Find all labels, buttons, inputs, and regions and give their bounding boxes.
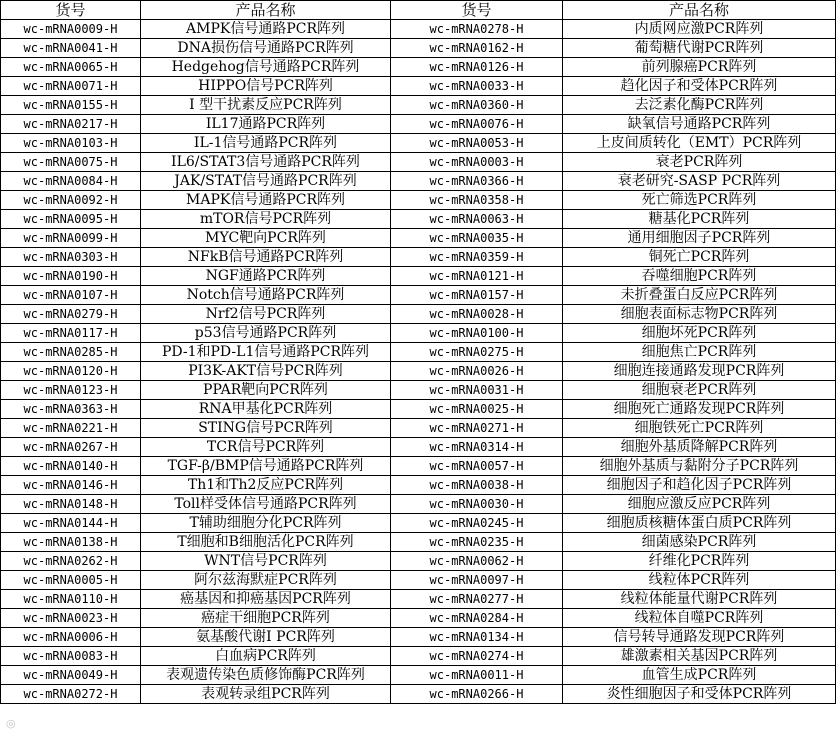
name-cell-left: Notch信号通路PCR阵列	[141, 286, 391, 305]
table-row	[1, 77, 836, 96]
table-row	[1, 362, 836, 381]
code-cell-left: wc-mRNA0217-H	[1, 115, 141, 134]
code-cell-left: wc-mRNA0262-H	[1, 552, 141, 571]
code-cell-right: wc-mRNA0063-H	[391, 210, 563, 229]
code-cell-left: wc-mRNA0138-H	[1, 533, 141, 552]
code-cell-left: wc-mRNA0267-H	[1, 438, 141, 457]
table-row	[1, 685, 836, 704]
code-cell-left: wc-mRNA0120-H	[1, 362, 141, 381]
name-cell-left: Th1和Th2反应PCR阵列	[141, 476, 391, 495]
name-cell-right: 细胞连接通路发现PCR阵列	[563, 362, 836, 381]
code-cell-left: wc-mRNA0146-H	[1, 476, 141, 495]
code-cell-right: wc-mRNA0097-H	[391, 571, 563, 590]
name-cell-left: NFkB信号通路PCR阵列	[141, 248, 391, 267]
table-row	[1, 571, 836, 590]
name-cell-left: 阿尔兹海默症PCR阵列	[141, 571, 391, 590]
code-cell-left: wc-mRNA0303-H	[1, 248, 141, 267]
table-row	[1, 324, 836, 343]
table-row	[1, 400, 836, 419]
table-row	[1, 210, 836, 229]
code-cell-right: wc-mRNA0011-H	[391, 666, 563, 685]
code-cell-left: wc-mRNA0221-H	[1, 419, 141, 438]
table-row	[1, 286, 836, 305]
code-cell-right: wc-mRNA0245-H	[391, 514, 563, 533]
code-cell-right: wc-mRNA0360-H	[391, 96, 563, 115]
table-row	[1, 495, 836, 514]
name-cell-right: 上皮间质转化（EMT）PCR阵列	[563, 134, 836, 153]
header-name-left: 产品名称	[141, 1, 391, 20]
code-cell-right: wc-mRNA0134-H	[391, 628, 563, 647]
code-cell-left: wc-mRNA0075-H	[1, 153, 141, 172]
name-cell-left: Toll样受体信号通路PCR阵列	[141, 495, 391, 514]
name-cell-right: 细胞表面标志物PCR阵列	[563, 305, 836, 324]
code-cell-left: wc-mRNA0083-H	[1, 647, 141, 666]
code-cell-left: wc-mRNA0049-H	[1, 666, 141, 685]
name-cell-left: 表观转录组PCR阵列	[141, 685, 391, 704]
name-cell-left: PI3K-AKT信号PCR阵列	[141, 362, 391, 381]
table-row	[1, 267, 836, 286]
name-cell-left: 表观遗传染色质修饰酶PCR阵列	[141, 666, 391, 685]
watermark: ◎	[6, 718, 16, 730]
code-cell-left: wc-mRNA0041-H	[1, 39, 141, 58]
table-row	[1, 153, 836, 172]
name-cell-right: 内质网应激PCR阵列	[563, 20, 836, 39]
code-cell-right: wc-mRNA0033-H	[391, 77, 563, 96]
name-cell-left: MAPK信号通路PCR阵列	[141, 191, 391, 210]
name-cell-left: p53信号通路PCR阵列	[141, 324, 391, 343]
code-cell-right: wc-mRNA0121-H	[391, 267, 563, 286]
name-cell-right: 通用细胞因子PCR阵列	[563, 229, 836, 248]
name-cell-left: STING信号PCR阵列	[141, 419, 391, 438]
name-cell-right: 炎性细胞因子和受体PCR阵列	[563, 685, 836, 704]
code-cell-left: wc-mRNA0084-H	[1, 172, 141, 191]
table-row	[1, 419, 836, 438]
code-cell-right: wc-mRNA0366-H	[391, 172, 563, 191]
code-cell-right: wc-mRNA0031-H	[391, 381, 563, 400]
code-cell-right: wc-mRNA0358-H	[391, 191, 563, 210]
code-cell-left: wc-mRNA0071-H	[1, 77, 141, 96]
name-cell-right: 纤维化PCR阵列	[563, 552, 836, 571]
name-cell-left: AMPK信号通路PCR阵列	[141, 20, 391, 39]
name-cell-left: 氨基酸代谢I PCR阵列	[141, 628, 391, 647]
name-cell-left: T辅助细胞分化PCR阵列	[141, 514, 391, 533]
name-cell-right: 细胞外基质与黏附分子PCR阵列	[563, 457, 836, 476]
name-cell-right: 细胞质核糖体蛋白质PCR阵列	[563, 514, 836, 533]
name-cell-right: 细胞焦亡PCR阵列	[563, 343, 836, 362]
name-cell-left: DNA损伤信号通路PCR阵列	[141, 39, 391, 58]
name-cell-right: 血管生成PCR阵列	[563, 666, 836, 685]
table-row	[1, 58, 836, 77]
name-cell-right: 前列腺癌PCR阵列	[563, 58, 836, 77]
name-cell-left: MYC靶向PCR阵列	[141, 229, 391, 248]
name-cell-left: Nrf2信号PCR阵列	[141, 305, 391, 324]
code-cell-left: wc-mRNA0092-H	[1, 191, 141, 210]
table-row	[1, 191, 836, 210]
name-cell-right: 线粒体能量代谢PCR阵列	[563, 590, 836, 609]
name-cell-left: mTOR信号PCR阵列	[141, 210, 391, 229]
name-cell-left: TGF-β/BMP信号通路PCR阵列	[141, 457, 391, 476]
code-cell-right: wc-mRNA0274-H	[391, 647, 563, 666]
name-cell-right: 吞噬细胞PCR阵列	[563, 267, 836, 286]
code-cell-right: wc-mRNA0062-H	[391, 552, 563, 571]
table-row	[1, 248, 836, 267]
code-cell-left: wc-mRNA0272-H	[1, 685, 141, 704]
table-row	[1, 590, 836, 609]
code-cell-left: wc-mRNA0110-H	[1, 590, 141, 609]
name-cell-left: IL17通路PCR阵列	[141, 115, 391, 134]
name-cell-right: 信号转导通路发现PCR阵列	[563, 628, 836, 647]
code-cell-left: wc-mRNA0099-H	[1, 229, 141, 248]
code-cell-left: wc-mRNA0144-H	[1, 514, 141, 533]
code-cell-left: wc-mRNA0148-H	[1, 495, 141, 514]
code-cell-left: wc-mRNA0363-H	[1, 400, 141, 419]
name-cell-right: 去泛素化酶PCR阵列	[563, 96, 836, 115]
table-row	[1, 20, 836, 39]
code-cell-right: wc-mRNA0235-H	[391, 533, 563, 552]
name-cell-left: TCR信号PCR阵列	[141, 438, 391, 457]
header-code-right: 货号	[391, 1, 563, 20]
table-row	[1, 96, 836, 115]
code-cell-right: wc-mRNA0057-H	[391, 457, 563, 476]
code-cell-right: wc-mRNA0003-H	[391, 153, 563, 172]
code-cell-right: wc-mRNA0162-H	[391, 39, 563, 58]
name-cell-left: PPAR靶向PCR阵列	[141, 381, 391, 400]
name-cell-right: 缺氧信号通路PCR阵列	[563, 115, 836, 134]
table-row	[1, 39, 836, 58]
name-cell-left: 癌症干细胞PCR阵列	[141, 609, 391, 628]
name-cell-right: 未折叠蛋白反应PCR阵列	[563, 286, 836, 305]
code-cell-right: wc-mRNA0271-H	[391, 419, 563, 438]
code-cell-left: wc-mRNA0285-H	[1, 343, 141, 362]
code-cell-right: wc-mRNA0053-H	[391, 134, 563, 153]
table-row	[1, 666, 836, 685]
name-cell-left: IL6/STAT3信号通路PCR阵列	[141, 153, 391, 172]
name-cell-left: HIPPO信号PCR阵列	[141, 77, 391, 96]
code-cell-left: wc-mRNA0065-H	[1, 58, 141, 77]
name-cell-right: 细胞应激反应PCR阵列	[563, 495, 836, 514]
name-cell-right: 细胞死亡通路发现PCR阵列	[563, 400, 836, 419]
code-cell-left: wc-mRNA0190-H	[1, 267, 141, 286]
name-cell-left: PD-1和PD-L1信号通路PCR阵列	[141, 343, 391, 362]
code-cell-right: wc-mRNA0278-H	[391, 20, 563, 39]
name-cell-left: JAK/STAT信号通路PCR阵列	[141, 172, 391, 191]
table-row	[1, 134, 836, 153]
code-cell-right: wc-mRNA0076-H	[391, 115, 563, 134]
name-cell-left: NGF通路PCR阵列	[141, 267, 391, 286]
header-row	[1, 1, 836, 20]
name-cell-right: 细胞坏死PCR阵列	[563, 324, 836, 343]
name-cell-right: 葡萄糖代谢PCR阵列	[563, 39, 836, 58]
name-cell-left: I 型干扰素反应PCR阵列	[141, 96, 391, 115]
code-cell-right: wc-mRNA0359-H	[391, 248, 563, 267]
code-cell-right: wc-mRNA0275-H	[391, 343, 563, 362]
table-row	[1, 115, 836, 134]
name-cell-right: 细胞铁死亡PCR阵列	[563, 419, 836, 438]
name-cell-left: 癌基因和抑癌基因PCR阵列	[141, 590, 391, 609]
code-cell-right: wc-mRNA0025-H	[391, 400, 563, 419]
table-row	[1, 647, 836, 666]
table-row	[1, 305, 836, 324]
code-cell-right: wc-mRNA0038-H	[391, 476, 563, 495]
name-cell-right: 铜死亡PCR阵列	[563, 248, 836, 267]
name-cell-left: Hedgehog信号通路PCR阵列	[141, 58, 391, 77]
name-cell-right: 线粒体PCR阵列	[563, 571, 836, 590]
code-cell-left: wc-mRNA0006-H	[1, 628, 141, 647]
name-cell-right: 衰老研究-SASP PCR阵列	[563, 172, 836, 191]
code-cell-left: wc-mRNA0005-H	[1, 571, 141, 590]
code-cell-right: wc-mRNA0035-H	[391, 229, 563, 248]
name-cell-left: 白血病PCR阵列	[141, 647, 391, 666]
code-cell-left: wc-mRNA0155-H	[1, 96, 141, 115]
name-cell-left: IL-1信号通路PCR阵列	[141, 134, 391, 153]
code-cell-left: wc-mRNA0107-H	[1, 286, 141, 305]
code-cell-left: wc-mRNA0140-H	[1, 457, 141, 476]
code-cell-right: wc-mRNA0026-H	[391, 362, 563, 381]
table-row	[1, 438, 836, 457]
name-cell-right: 死亡筛选PCR阵列	[563, 191, 836, 210]
header-code-left: 货号	[1, 1, 141, 20]
code-cell-left: wc-mRNA0123-H	[1, 381, 141, 400]
table-row	[1, 514, 836, 533]
code-cell-left: wc-mRNA0009-H	[1, 20, 141, 39]
name-cell-left: RNA甲基化PCR阵列	[141, 400, 391, 419]
code-cell-right: wc-mRNA0028-H	[391, 305, 563, 324]
code-cell-right: wc-mRNA0277-H	[391, 590, 563, 609]
name-cell-right: 线粒体自噬PCR阵列	[563, 609, 836, 628]
table-row	[1, 381, 836, 400]
name-cell-right: 细胞衰老PCR阵列	[563, 381, 836, 400]
code-cell-right: wc-mRNA0266-H	[391, 685, 563, 704]
code-cell-left: wc-mRNA0117-H	[1, 324, 141, 343]
name-cell-right: 细菌感染PCR阵列	[563, 533, 836, 552]
table-row	[1, 229, 836, 248]
code-cell-right: wc-mRNA0157-H	[391, 286, 563, 305]
code-cell-left: wc-mRNA0023-H	[1, 609, 141, 628]
code-cell-left: wc-mRNA0103-H	[1, 134, 141, 153]
name-cell-right: 糖基化PCR阵列	[563, 210, 836, 229]
table-row	[1, 552, 836, 571]
name-cell-right: 雄激素相关基因PCR阵列	[563, 647, 836, 666]
table-row	[1, 343, 836, 362]
name-cell-right: 趋化因子和受体PCR阵列	[563, 77, 836, 96]
table-row	[1, 172, 836, 191]
table-row	[1, 457, 836, 476]
name-cell-left: WNT信号PCR阵列	[141, 552, 391, 571]
name-cell-right: 细胞外基质降解PCR阵列	[563, 438, 836, 457]
name-cell-left: T细胞和B细胞活化PCR阵列	[141, 533, 391, 552]
code-cell-right: wc-mRNA0284-H	[391, 609, 563, 628]
table-row	[1, 628, 836, 647]
table-row	[1, 533, 836, 552]
code-cell-right: wc-mRNA0100-H	[391, 324, 563, 343]
header-name-right: 产品名称	[563, 1, 836, 20]
code-cell-right: wc-mRNA0126-H	[391, 58, 563, 77]
name-cell-right: 衰老PCR阵列	[563, 153, 836, 172]
table-row	[1, 609, 836, 628]
table-row	[1, 476, 836, 495]
name-cell-right: 细胞因子和趋化因子PCR阵列	[563, 476, 836, 495]
code-cell-left: wc-mRNA0279-H	[1, 305, 141, 324]
code-cell-right: wc-mRNA0314-H	[391, 438, 563, 457]
code-cell-left: wc-mRNA0095-H	[1, 210, 141, 229]
code-cell-right: wc-mRNA0030-H	[391, 495, 563, 514]
